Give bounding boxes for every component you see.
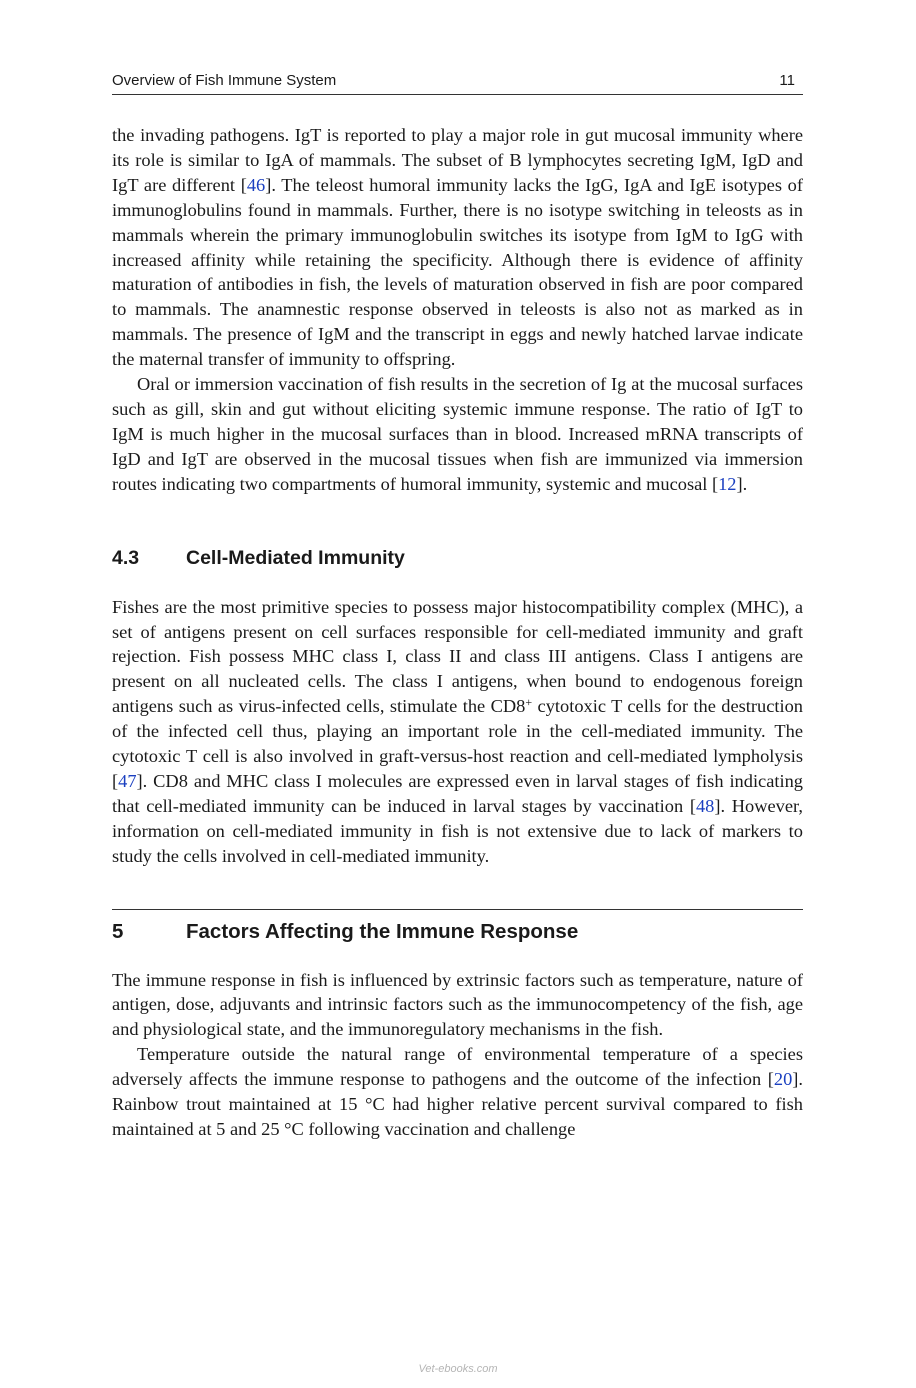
paragraph-2: Oral or immersion vaccination of fish results in the secretion of Ig at the mucosal surfaces such as gill, skin and gut without eliciting systemic immune response. The ratio of IgT to IgM is much higher in the mucosal surfaces than in blood. Increased mRNA transcripts of IgD and IgT are observed in the mucosal tissues when fish are immunized via immersion routes indicating two compartments of humoral immunity, systemic and mucosal [12].: [112, 374, 803, 494]
section-heading-4-3: [112, 546, 803, 570]
section-title: Cell-Mediated Immunity: [186, 546, 405, 569]
superscript-plus: +: [525, 695, 533, 710]
citation-link[interactable]: 46: [246, 174, 266, 195]
page-number: 11: [779, 72, 795, 89]
running-head-title: Overview of Fish Immune System: [112, 72, 337, 89]
running-head: [112, 72, 803, 95]
citation-link[interactable]: 12: [718, 473, 737, 494]
paragraph-4: The immune response in fish is influenced by extrinsic factors such as temperature, nature of antigen, dose, adjuvants and intrinsic factors such as the immunocompetency of the fish, age and physiological state, and the immunoregulatory mechanisms in the fish.: [112, 969, 803, 1040]
paragraph-3: Fishes are the most primitive species to possess major histocompatibility complex (MHC), a set of antigens present on cell surfaces responsible for cell-mediated immunity and graft rejection. Fish possess MHC class I, class II and class III antigens. Class I antigens are present on all nucleated cells. The class I antigens, when bound to endogenous foreign antigens such as virus-infected cells, stimulate the CD8+ cytotoxic T cells for the destruction of the infected cell thus, playing an important role in the cell-mediated immunity. The cytotoxic T cell is also involved in graft-versus-host reaction and cell-mediated lympholysis [47]. CD8 and MHC class I molecules are expressed even in larval stages of fish indicating that cell-mediated immunity can be induced in larval stages by vaccination [48]. However, information on cell-mediated immunity in fish is not extensive due to lack of markers to study the cells involved in cell-mediated immunity.: [112, 596, 803, 866]
paragraph-1: the invading pathogens. IgT is reported to play a major role in gut mucosal immunity where its role is similar to IgA of mammals. The subset of B lymphocytes secreting IgM, IgD and IgT are different [46]. The teleost humoral immunity lacks the IgG, IgA and IgE isotypes of immunoglobulins found in mammals. Further, there is no isotype switching in teleosts as in mammals wherein the primary immunoglobulin switches its isotype from IgM to IgG with increased affinity while retaining the specificity. Although there is evidence of affinity maturation of antibodies in fish, the levels of maturation observed in fish are poor compared to mammals. The anamnestic response observed in teleosts is also not as marked as in mammals. The presence of IgM and the transcript in eggs and newly hatched larvae indicate the maternal transfer of immunity to offspring.: [112, 125, 803, 370]
section-number: 4.3: [112, 546, 140, 569]
section-heading-5: [112, 909, 803, 943]
section-title: Factors Affecting the Immune Response: [186, 919, 579, 943]
paragraph-5: Temperature outside the natural range of environmental temperature of a species adversely affects the immune response to pathogens and the outcome of the infection [20]. Rainbow trout maintained at 15 °C had higher relative percent survival compared to fish maintained at 5 and 25 °C following vaccination and challenge: [112, 1044, 803, 1139]
watermark-logo: Vet-ebooks.com: [418, 1363, 498, 1375]
citation-link[interactable]: 47: [118, 770, 137, 791]
body-text: [112, 123, 803, 1142]
section-number: 5: [112, 919, 124, 943]
citation-link[interactable]: 48: [695, 795, 715, 816]
citation-link[interactable]: 20: [773, 1069, 793, 1090]
